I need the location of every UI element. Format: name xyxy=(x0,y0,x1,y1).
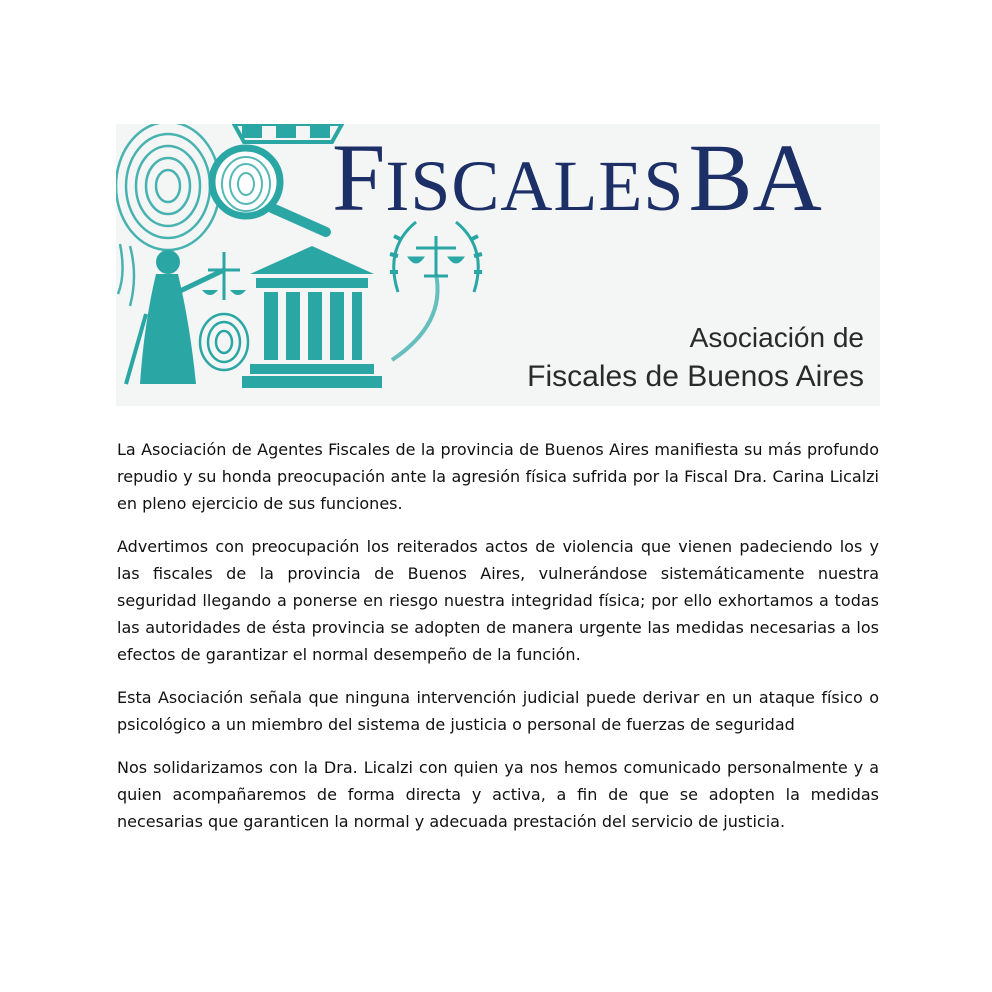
subtitle-line-1: Asociación de xyxy=(689,322,864,353)
paragraph-4: Nos solidarizamos con la Dra. Licalzi con quien ya nos hemos comunicado personalmente y a quien acompañaremos de forma directa y activa, a fin de que se adopten la medidas necesarias que garanticen la normal y adecuada prestación del servicio de justicia. xyxy=(117,758,879,831)
paragraph-1: La Asociación de Agentes Fiscales de la provincia de Buenos Aires manifiesta su más profundo repudio y su honda preocupación ante la agresión física sufrida por la Fiscal Dra. Carina Licalzi en pleno ejercicio de sus funciones. xyxy=(117,440,879,513)
courthouse-icon xyxy=(242,246,382,388)
paragraph-2: Advertimos con preocupación los reiterados actos de violencia que vienen padeciendo los y las fiscales de la provincia de Buenos Aires, vulnerándose sistemáticamente nuestra seguridad llegando a ponerse en riesgo nuestra integridad física; por ello exhortamos a todas las autoridades de ésta provincia se adopten de manera urgente las medidas necesarias a los efectos de garantizar el normal desempeño de la función. xyxy=(117,537,879,664)
subtitle-line-2: Fiscales de Buenos Aires xyxy=(527,360,864,393)
paragraph-3: Esta Asociación señala que ninguna intervención judicial puede derivar en un ataque físico o psicológico a un miembro del sistema de justicia o personal de fuerzas de seguridad xyxy=(117,688,879,734)
swoosh-decoration xyxy=(392,274,438,360)
magnifying-glass-icon xyxy=(212,148,326,232)
statement-body xyxy=(117,436,879,851)
logo-suffix: BA xyxy=(688,124,822,231)
logo-banner xyxy=(116,124,880,406)
logo-wordmark xyxy=(332,124,872,231)
fingerprint-icon xyxy=(200,314,248,370)
logo-rest: ISCALES xyxy=(385,146,685,226)
lady-justice-icon xyxy=(126,250,246,384)
gear-icon xyxy=(234,124,342,142)
logo-initial: F xyxy=(332,124,386,231)
